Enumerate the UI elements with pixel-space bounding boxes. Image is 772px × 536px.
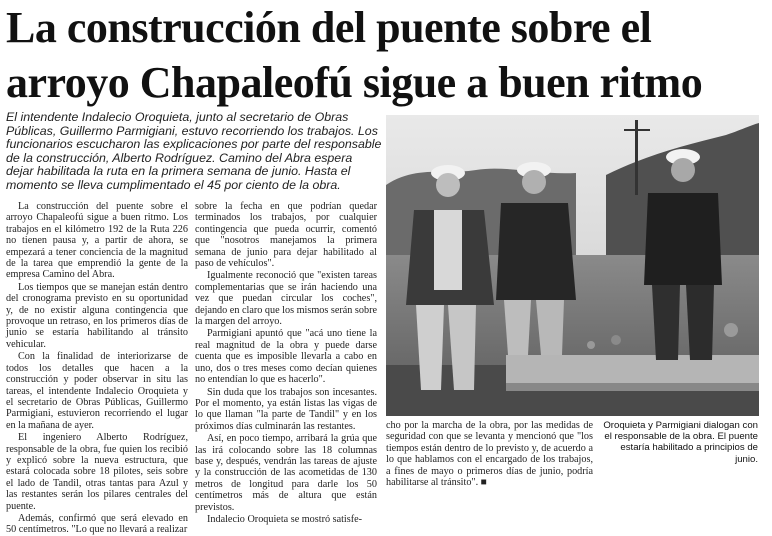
photo-caption: Oroquieta y Parmigiani dialogan con el responsable de la obra. El puente estaría habilitado a principios de junio. [603,420,758,465]
paragraph: Así, en poco tiempo, arribará la grúa que las irá colocando sobre las 18 columnas base y, después, vendrán las tareas de ajuste y la construcción de las acometidas de 130 metros de longitud para darle los 50 centímetros más de altura que están previstos. [195,433,377,513]
headline [6,0,766,110]
paragraph: cho por la marcha de la obra, por las medidas de seguridad con que se levanta y mencionó que "los tiempos están dentro de lo previsto y, de acuerdo a lo que hablamos con el encargado de los trabajos, a fines de mayo o primeros días de junio, podría habilitarse al tránsito". ■ [386,420,593,489]
headline-line-1: La construcción del puente sobre el [6,3,652,52]
paragraph: La construcción del puente sobre el arroyo Chapaleofú sigue a buen ritmo. Los trabajos en el kilómetro 192 de la Ruta 226 no tienen pausa y, a partir de ahora, se empezará a tener conciencia de la magnitud de la tarea que emprendió la gente de la empresa Camino del Abra. [6,201,188,281]
paragraph: sobre la fecha en que podrían quedar terminados los trabajos, por cualquier contingencia que pueda ocurrir, comentó que "nosotros manejamos la primera semana de junio para dejar habilitado al paso de vehículos". [195,201,377,270]
article-column-3 [386,420,593,489]
article-column-1 [6,201,188,536]
headline-line-2: arroyo Chapaleofú sigue a buen ritmo [6,58,703,107]
photo-illustration [386,115,759,416]
paragraph: Con la finalidad de interiorizarse de todos los detalles que hacen a la construcción y poder observar in situ las tareas, el intendente Indalecio Oroquieta y el secretario de Obras Públicas, Guillermo Parmigiani, estuvieron recorriendo el lugar en la mañana de ayer. [6,351,188,431]
paragraph: Parmigiani apuntó que "acá uno tiene la real magnitud de la obra y puede darse cuenta que es imposible llevarla a cabo en uno, dos o tres meses como decían quienes no entendían lo que es hacerlo". [195,328,377,386]
paragraph: Indalecio Oroquieta se mostró satisfe- [207,513,363,525]
paragraph: El ingeniero Alberto Rodríguez, responsable de la obra, fue quien los recibió y explicó sobre la nueva estructura, que estará colocada sobre 18 pilotes, seis sobre el lado de Tandil, otras tantas para Azul y las restantes serán los pilares centrales del puente. [6,432,188,512]
paragraph: Igualmente reconoció que "existen tareas complementarias que se irán haciendo una vez que puedan circular los coches", dejando en claro que los mismos serán sobre la margen del arroyo. [195,270,377,328]
paragraph: Sin duda que los trabajos son incesantes. Por el momento, ya están listas las vigas de lo que llaman "la parte de Tandil" y en los próximos días culminarán las restantes. [195,386,377,432]
article-column-2 [195,201,377,525]
article-photo [386,115,759,416]
paragraph: Los tiempos que se manejan están dentro del cronograma previsto en su oportunidad y, de no existir alguna contingencia que provoque un retraso, en los primeros días de junio se estaría habilitando al tránsito vehicular. [6,281,188,350]
article-deck: El intendente Indalecio Oroquieta, junto al secretario de Obras Públicas, Guillermo Parmigiani, estuvo recorriendo los trabajos. Los funcionarios escucharon las explicaciones por parte del responsable de la construcción, Alberto Rodríguez. Camino del Abra espera dejar habilitada la ruta en la primera semana de junio. Hasta el momento se lleva cumplimentado el 45 por ciento de la obra. [6,110,382,192]
paragraph: Además, confirmó que será elevado en 50 centímetros. "Lo que no llevará a realizar [6,512,188,536]
